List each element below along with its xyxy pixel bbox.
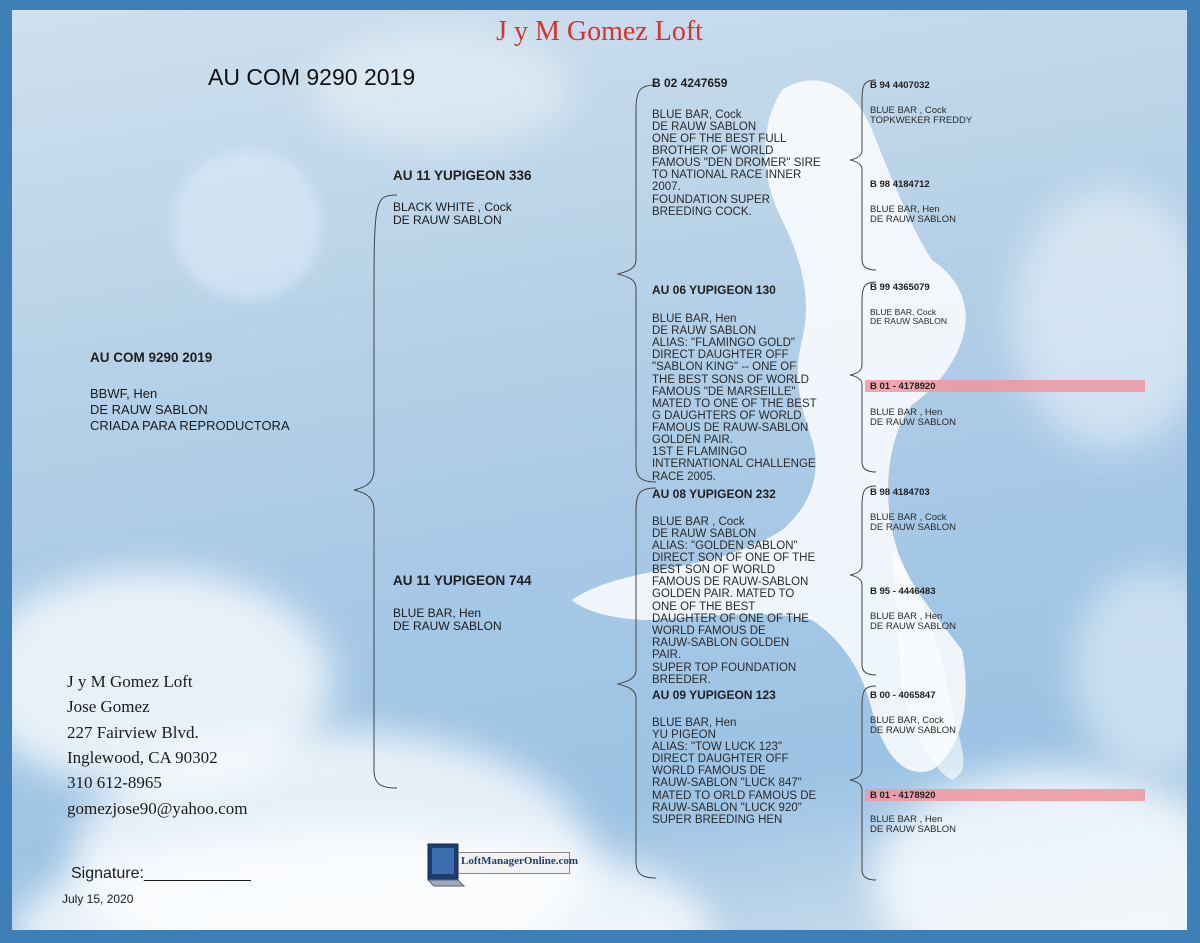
grandparent-line: 1ST E FLAMINGO xyxy=(652,446,748,458)
dam-id: AU 11 YUPIGEON 744 xyxy=(393,573,532,588)
subject-line: CRIADA PARA REPRODUCTORA xyxy=(90,418,290,433)
bracket-gen1 xyxy=(354,195,397,788)
grandparent-line: G DAUGHTERS OF WORLD xyxy=(652,410,802,422)
grandparent-line: DE RAUW SABLON xyxy=(652,121,757,133)
grandparent-line: BLUE BAR, Cock xyxy=(652,109,742,121)
grandparent-line: ALIAS: "GOLDEN SABLON" xyxy=(652,540,798,552)
subject-id: AU COM 9290 2019 xyxy=(90,350,213,365)
grandparent-line: MATED TO ONE OF THE BEST xyxy=(652,398,817,410)
great-grandparent-line: BLUE BAR, Hen xyxy=(870,204,940,215)
grandparent-id: AU 08 YUPIGEON 232 xyxy=(652,487,776,501)
grandparent-line: BEST SON OF WORLD xyxy=(652,564,776,576)
grandparent-line: "SABLON KING" -- ONE OF xyxy=(652,361,797,373)
dam-line: DE RAUW SABLON xyxy=(393,619,502,633)
grandparent-line: GOLDEN PAIR. MATED TO xyxy=(652,588,795,600)
great-grandparent-line: BLUE BAR , Hen xyxy=(870,611,943,622)
dam-line: BLUE BAR, Hen xyxy=(393,606,482,620)
grandparent-line: YU PIGEON xyxy=(652,729,716,741)
great-grandparent-line: DE RAUW SABLON xyxy=(870,824,957,835)
grandparent-id: B 02 4247659 xyxy=(652,76,728,90)
great-grandparent-line: BLUE BAR , Hen xyxy=(870,814,943,825)
sire-line: BLACK WHITE , Cock xyxy=(393,200,512,214)
grandparent-line: PAIR. xyxy=(652,649,682,661)
subject-line: BBWF, Hen xyxy=(90,386,158,401)
owner-phone: 310 612-8965 xyxy=(67,773,162,792)
owner-name: Jose Gomez xyxy=(67,697,150,716)
grandparent-line: GOLDEN PAIR. xyxy=(652,434,733,446)
page-title: J y M Gomez Loft xyxy=(496,16,703,47)
grandparent-line: FOUNDATION SUPER xyxy=(652,194,770,206)
main-ring-number: AU COM 9290 2019 xyxy=(208,64,416,90)
owner-email[interactable]: gomezjose90@yahoo.com xyxy=(67,799,248,818)
owner-address: 227 Fairview Blvd. xyxy=(67,723,199,742)
grandparent-line: DAUGHTER OF ONE OF THE xyxy=(652,613,809,625)
loftmanager-logo[interactable] xyxy=(426,842,579,888)
grandparent-line: DIRECT DAUGHTER OFF xyxy=(652,349,789,361)
grandparent-line: RAUW-SABLON "LUCK 847" xyxy=(652,777,802,789)
grandparent-line: 2007. xyxy=(652,181,681,193)
great-grandparent-line: BLUE BAR, Cock xyxy=(870,715,944,726)
grandparent-line: FAMOUS DE RAUW-SABLON xyxy=(652,576,809,588)
date-label: July 15, 2020 xyxy=(62,892,134,906)
grandparent-line: BROTHER OF WORLD xyxy=(652,145,774,157)
great-grandparent-line: DE RAUW SABLON xyxy=(870,417,957,428)
great-grandparent-id: B 01 - 4178920 xyxy=(870,790,936,801)
subject-line: DE RAUW SABLON xyxy=(90,402,208,417)
owner-city: Inglewood, CA 90302 xyxy=(67,748,218,767)
grandparent-line: MATED TO ORLD FAMOUS DE xyxy=(652,790,817,802)
grandparent-line: SUPER BREEDING HEN xyxy=(652,814,783,826)
great-grandparent-id: B 98 4184712 xyxy=(870,179,930,190)
grandparent-line: BREEDER. xyxy=(652,674,711,686)
great-grandparent-line: DE RAUW SABLON xyxy=(870,522,957,533)
great-grandparent-id: B 95 - 4446483 xyxy=(870,586,936,597)
grandparent-line: WORLD FAMOUS DE xyxy=(652,625,766,637)
grandparent-line: FAMOUS "DEN DROMER" SIRE xyxy=(652,157,821,169)
great-grandparent-line: DE RAUW SABLON xyxy=(870,214,957,225)
grandparent-line: DE RAUW SABLON xyxy=(652,325,757,337)
great-grandparent-line: DE RAUW SABLON xyxy=(870,725,957,736)
grandparent-line: DIRECT DAUGHTER OFF xyxy=(652,753,789,765)
owner-loft: J y M Gomez Loft xyxy=(67,672,193,691)
great-grandparent-line: BLUE BAR , Cock xyxy=(870,105,947,116)
grandparent-line: THE BEST SONS OF WORLD xyxy=(652,374,809,386)
grandparent-line: ALIAS: "TOW LUCK 123" xyxy=(652,741,783,753)
grandparent-line: FAMOUS DE RAUW-SABLON xyxy=(652,422,809,434)
grandparent-line: SUPER TOP FOUNDATION xyxy=(652,662,797,674)
sire-line: DE RAUW SABLON xyxy=(393,213,502,227)
grandparent-line: BLUE BAR, Hen xyxy=(652,717,737,729)
great-grandparent-line: DE RAUW SABLON xyxy=(870,316,947,326)
grandparent-line: BLUE BAR , Cock xyxy=(652,516,745,528)
grandparent-line: INTERNATIONAL CHALLENGE xyxy=(652,458,816,470)
great-grandparent-line: BLUE BAR , Cock xyxy=(870,512,947,523)
great-grandparent-line: BLUE BAR, Cock xyxy=(870,307,937,317)
great-grandparent-id: B 98 4184703 xyxy=(870,487,930,498)
grandparent-line: WORLD FAMOUS DE xyxy=(652,765,766,777)
grandparent-line: BREEDING COCK. xyxy=(652,206,752,218)
grandparent-line: ONE OF THE BEST FULL xyxy=(652,133,787,145)
grandparent-line: TO NATIONAL RACE INNER xyxy=(652,169,802,181)
grandparent-line: RAUW-SABLON GOLDEN xyxy=(652,637,790,649)
great-grandparent-id: B 01 - 4178920 xyxy=(870,381,936,392)
grandparent-line: BLUE BAR, Hen xyxy=(652,313,737,325)
signature-line: Signature:____________ xyxy=(71,865,251,882)
grandparent-line: ONE OF THE BEST xyxy=(652,601,756,613)
great-grandparent-id: B 94 4407032 xyxy=(870,80,930,91)
bracket-gen2-sire xyxy=(618,85,656,482)
great-grandparent-line: TOPKWEKER FREDDY xyxy=(870,115,973,126)
grandparent-id: AU 09 YUPIGEON 123 xyxy=(652,688,776,702)
grandparent-line: ALIAS: "FLAMINGO GOLD" xyxy=(652,337,796,349)
grandparent-line: FAMOUS "DE MARSEILLE" xyxy=(652,386,796,398)
grandparent-line: RACE 2005. xyxy=(652,471,716,483)
great-grandparent-id: B 00 - 4065847 xyxy=(870,690,936,701)
great-grandparent-id: B 99 4365079 xyxy=(870,282,930,293)
great-grandparent-line: BLUE BAR , Hen xyxy=(870,407,943,418)
logo-text: LoftManagerOnline.com xyxy=(461,855,579,867)
pedigree-page xyxy=(12,10,1187,930)
grandparent-line: DIRECT SON OF ONE OF THE xyxy=(652,552,816,564)
grandparent-id: AU 06 YUPIGEON 130 xyxy=(652,283,776,297)
great-grandparent-line: DE RAUW SABLON xyxy=(870,621,957,632)
grandparent-line: DE RAUW SABLON xyxy=(652,528,757,540)
sire-id: AU 11 YUPIGEON 336 xyxy=(393,168,532,183)
grandparent-line: RAUW-SABLON "LUCK 920" xyxy=(652,802,802,814)
bracket-gen2-dam xyxy=(618,488,656,878)
